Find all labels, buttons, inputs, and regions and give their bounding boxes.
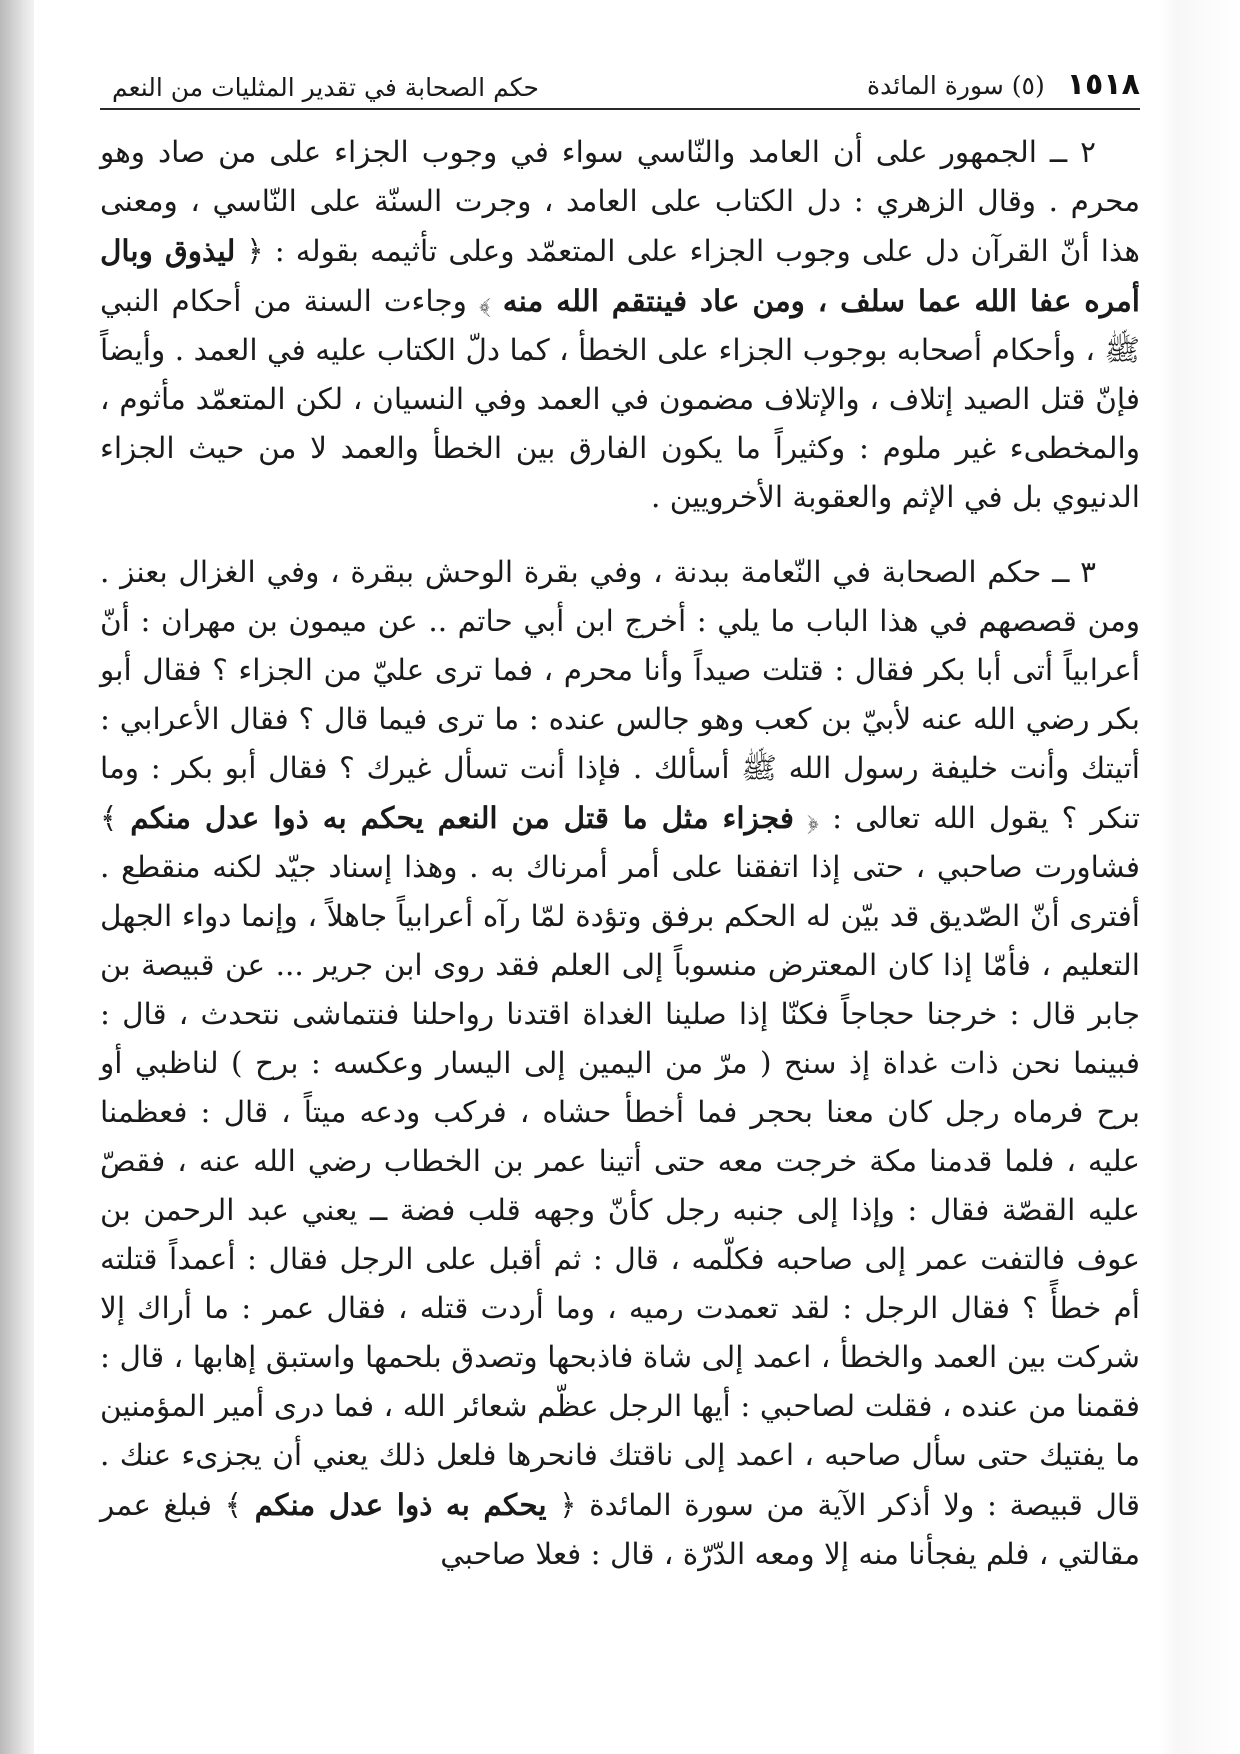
scan-margin-shadow bbox=[0, 0, 34, 1754]
scan-margin-right bbox=[1160, 0, 1240, 1754]
quran-quote: فجزاء مثل ما قتل من النعم يحكم به ذوا عدل منكم bbox=[130, 800, 795, 835]
paragraph-3 bbox=[100, 548, 1140, 1579]
quran-quote: ليذوق وبال أمره عفا الله عما سلف ، ومن عاد فينتقم الله منه bbox=[100, 233, 1140, 318]
running-title: حكم الصحابة في تقدير المثليات من النعم bbox=[112, 73, 539, 102]
surah-label: (٥) سورة المائدة bbox=[867, 71, 1045, 100]
paragraph-2 bbox=[100, 128, 1140, 522]
page-body bbox=[100, 128, 1140, 1579]
page-number: ١٥١٨ bbox=[1066, 67, 1140, 102]
quran-quote: يحكم به ذوا عدل منكم bbox=[254, 1487, 547, 1522]
paragraph-text: ﴾ فبلغ عمر مقالتي ، فلم يفجأنا منه إلا ومعه الدّرّة ، قال : فعلا صاحبي bbox=[100, 1488, 1140, 1571]
paragraph-text: ٢ ــ الجمهور على أن العامد والنّاسي سواء في وجوب الجزاء على من صاد وهو محرم . وقال الزهري : دل الكتاب على العامد ، وجرت السنّة على النّاسي ، ومعنى هذا أنّ القرآن دل على وجوب الجزاء على المتعمّد وعلى تأثيمه بقوله : ﴿ bbox=[100, 135, 1140, 268]
paragraph-text: ﴾ فشاورت صاحبي ، حتى إذا اتفقنا على أمر أمرناك به . وهذا إسناد جيّد لكنه منقطع . أفترى أنّ الصّديق قد بيّن له الحكم برفق وتؤدة لمّا رآه أعرابياً جاهلاً ، وإنما دواء الجهل التعليم ، فأمّا إذا كان المعترض منسوباً إلى العلم فقد روى ابن جرير ... عن قبيصة بن جابر قال : خرجنا حجاجاً فكنّا إذا صلينا الغداة اقتدنا رواحلنا فنتماشى نتحدث ، قال : فبينما نحن ذات غداة إذ سنح ( مرّ من اليمين إلى اليسار وعكسه : برح ) لناظبي أو برح فرماه رجل كان معنا بحجر فما أخطأ حشاه ، فركب ودعه ميتاً ، قال : فعظمنا عليه ، فلما قدمنا مكة خرجت معه حتى أتينا عمر بن الخطاب رضي الله عنه ، فقصّ عليه القصّة فقال : وإذا إلى جنبه رجل كأنّ وجهه قلب فضة ــ يعني عبد الرحمن بن عوف فالتفت عمر إلى صاحبه فكلّمه ، قال : ثم أقبل على الرجل فقال : أعمداً قتلته أم خطأً ؟ فقال الرجل : لقد تعمدت رميه ، وما أردت قتله ، فقال عمر : ما أراك إلا شركت بين العمد والخطأ ، اعمد إلى شاة فاذبحها وتصدق بلحمها واستبق إهابها ، قال : فقمنا من عنده ، فقلت لصاحبي : أيها الرجل عظّم شعائر الله ، فما درى أمير المؤمنين ما يفتيك حتى سأل صاحبه ، اعمد إلى ناقتك فانحرها فلعل ذلك يعني أن يجزىء عنك . قال قبيصة : ولا أذكر الآية من سورة المائدة ﴿ bbox=[100, 801, 1140, 1522]
book-page bbox=[100, 56, 1140, 1736]
page-header bbox=[100, 56, 1140, 110]
paragraph-text: ٣ ــ حكم الصحابة في النّعامة ببدنة ، وفي بقرة الوحش ببقرة ، وفي الغزال بعنز . ومن قصصهم في هذا الباب ما يلي : أخرج ابن أبي حاتم .. عن ميمون بن مهران : أنّ أعرابياً أتى أبا بكر فقال : قتلت صيداً وأنا محرم ، فما ترى عليّ من الجزاء ؟ فقال أبو بكر رضي الله عنه لأبيّ بن كعب وهو جالس عنده : ما ترى فيما قال ؟ فقال الأعرابي : أتيتك وأنت خليفة رسول الله ﷺ أسألك . فإذا أنت تسأل غيرك ؟ فقال أبو بكر : وما تنكر ؟ يقول الله تعالى : ﴿ bbox=[100, 555, 1140, 835]
paragraph-text: ﴾ وجاءت السنة من أحكام النبي ﷺ ، وأحكام أصحابه بوجوب الجزاء على الخطأ ، كما دلّ الكتاب عليه في العمد . وأيضاً فإنّ قتل الصيد إتلاف ، والإتلاف مضمون في العمد وفي النسيان ، لكن المتعمّد مأثوم ، والمخطىء غير ملوم : وكثيراً ما يكون الفارق بين الخطأ والعمد لا من حيث الجزاء الدنيوي بل في الإثم والعقوبة الأخرويين . bbox=[100, 284, 1140, 514]
header-right-group bbox=[867, 67, 1140, 102]
